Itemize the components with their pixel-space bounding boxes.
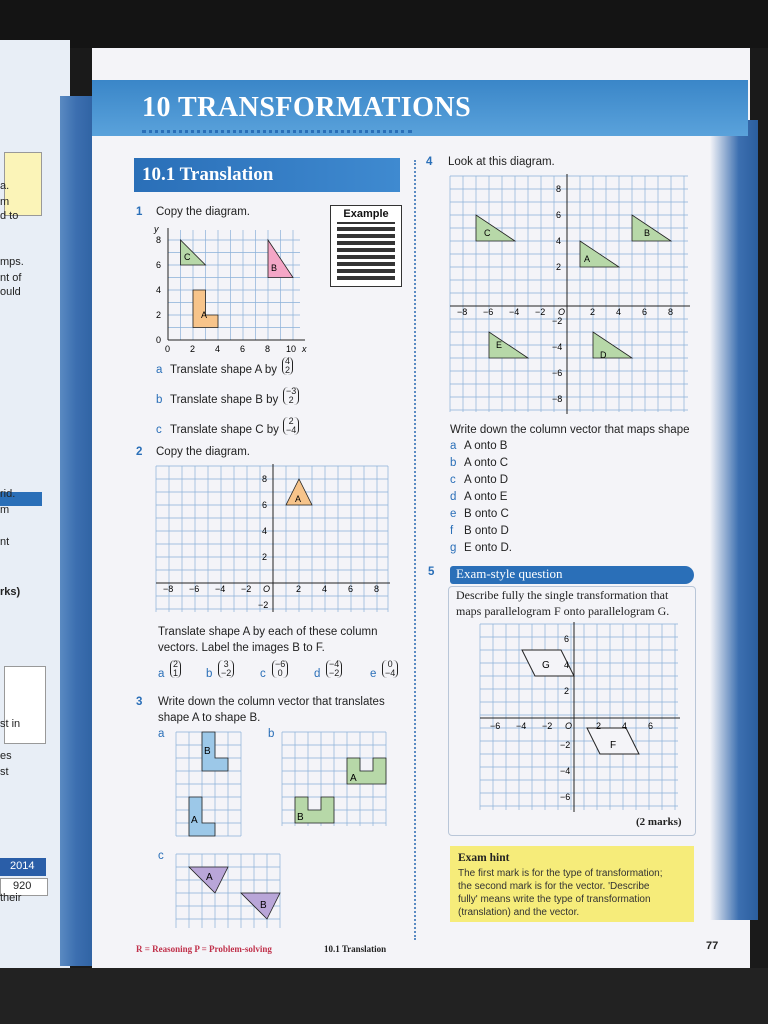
y-tick: 8 [156,235,162,245]
part-letter: b [156,394,163,406]
y-tick: 4 [156,285,162,295]
x-tick: −4 [215,584,226,594]
shape-label: A [584,254,591,264]
column-vector [283,387,299,405]
shape-label: D [600,350,607,360]
shape-label: C [484,228,491,238]
q2-instruction-1: Translate shape A by each of these column [158,626,378,638]
x-tick: −8 [457,307,468,317]
item-letter: g [450,542,457,554]
shape-label: A [206,872,213,883]
shape-a [193,290,218,328]
item-letter: e [450,508,457,520]
vec-top: 3 [223,659,229,669]
question-number: 3 [136,696,143,708]
question-number: 4 [426,156,433,168]
q3b-grid [280,730,392,830]
vector-letter: c [260,668,266,680]
x-tick: −6 [483,307,494,317]
marks-label: (2 marks) [636,816,682,828]
y-tick: 2 [262,552,268,562]
shape-label: A [201,310,208,320]
shape-label: G [542,660,550,671]
y-tick: −2 [258,600,269,610]
q2-vectors [158,660,408,688]
left-fragment: mps. [0,256,24,268]
left-fragment: m [0,504,10,516]
q1-text: Copy the diagram. [156,206,250,218]
column-vector [326,660,342,678]
x-tick: 2 [296,584,302,594]
y-tick: −8 [552,394,563,404]
hint-line: fully' means write the type of transformation [458,894,651,905]
x-tick: 8 [374,584,380,594]
title-dotted-rule [142,130,412,133]
x-tick: −4 [509,307,520,317]
x-tick: −8 [163,584,174,594]
y-tick: −6 [552,368,563,378]
column-vector [170,660,181,678]
y-tick: 6 [262,500,268,510]
x-axis-label: x [302,344,307,354]
background-bottom [0,968,768,1024]
vec-top: 2 [173,659,179,669]
vector-letter: d [314,668,321,680]
left-fragment: nt [0,536,10,548]
q3-text-2: shape A to shape B. [158,712,261,724]
section-title: 10.1 Translation [142,164,274,185]
part-letter: a [156,364,163,376]
left-fragment: nt of [0,272,22,284]
vec-top: −3 [286,386,297,396]
exam-question-title: Exam-style question [456,566,563,581]
q2-instruction-2: vectors. Label the images B to F. [158,642,325,654]
vec-top: 0 [387,659,393,669]
vec-bottom: 2 [285,365,291,375]
left-diagram-fragment [4,666,46,744]
left-fragment: st [0,766,9,778]
item-letter: d [450,491,457,503]
part-text: Translate shape C by [170,424,279,436]
left-fragment: st in [0,718,21,730]
left-fragment: 2014 [10,860,35,872]
hint-line: the second mark is for the vector. 'Describe [458,881,650,892]
y-tick: 4 [564,660,570,670]
left-yellow-box [4,152,42,216]
part-letter: c [158,850,164,862]
q2-grid [152,462,392,622]
y-tick: 4 [262,526,268,536]
question-number: 2 [136,446,143,458]
y-tick: 6 [556,210,562,220]
vec-bottom: 1 [173,668,179,678]
left-fragment: d to [0,210,19,222]
vec-top: 4 [285,356,291,366]
origin-label: O [558,307,566,317]
y-tick: 4 [556,236,562,246]
left-fragment: 920 [13,880,32,892]
q1-grid [150,222,310,357]
vec-top: 2 [288,416,294,426]
qr-label: Example [343,208,389,220]
background-top [0,0,768,48]
x-tick: −6 [490,721,501,731]
x-tick: 6 [240,344,246,354]
q2-text: Copy the diagram. [156,446,250,458]
shape-label: B [204,746,211,757]
shape-label: E [496,340,503,350]
left-fragment: rks) [0,586,21,598]
x-tick: 6 [648,721,654,731]
x-tick: −2 [535,307,546,317]
q3-text-1: Write down the column vector that translates [158,696,385,708]
left-fragment: ould [0,286,21,298]
shape-label: A [191,815,198,826]
x-tick: 4 [616,307,622,317]
x-tick: 4 [215,344,221,354]
x-tick: 6 [642,307,648,317]
q4-grid [444,172,694,417]
left-fragment: rid. [0,488,16,500]
origin-label: O [565,721,573,731]
x-tick: −6 [189,584,200,594]
x-tick: 2 [596,721,602,731]
column-vector [282,357,293,375]
q4-text: Look at this diagram. [448,156,555,168]
vec-bottom: 0 [277,668,283,678]
x-tick: 2 [590,307,596,317]
vec-top: −6 [275,659,286,669]
left-fragment: their [0,892,22,904]
grid-lines [168,230,300,340]
q5-grid [478,622,688,814]
x-tick: 2 [190,344,196,354]
y-tick: 2 [156,310,162,320]
column-divider [414,160,416,940]
column-vector [272,660,288,678]
y-tick: 6 [156,260,162,270]
part-letter: c [156,424,162,436]
footer-legend: R = Reasoning P = Problem-solving [136,944,272,954]
question-number: 5 [428,566,435,578]
right-page-edge [710,120,758,920]
x-tick: 10 [286,344,297,354]
item-text: A onto D [464,474,509,486]
item-text: A onto E [464,491,508,503]
shape-label: F [610,740,617,751]
item-text: B onto D [464,525,509,537]
part-letter: b [268,728,275,740]
y-tick: −6 [560,792,571,802]
y-tick: 6 [564,634,570,644]
x-tick: −2 [542,721,553,731]
vec-bottom: −2 [329,668,340,678]
item-text: A onto B [464,440,508,452]
origin-label: O [263,584,271,594]
x-tick: 4 [622,721,628,731]
footer-section: 10.1 Translation [324,944,387,954]
part-text: Translate shape B by [170,394,279,406]
item-text: A onto C [464,457,509,469]
x-tick: 8 [265,344,271,354]
q3a-grid [174,730,244,840]
shape-label: A [295,494,302,504]
y-tick: 0 [156,335,162,345]
y-tick: −4 [552,342,563,352]
column-vector [283,417,299,435]
shape-label: C [184,252,191,262]
item-letter: f [450,525,454,537]
q4-instruction: Write down the column vector that maps shape [450,424,690,436]
y-tick: 8 [556,184,562,194]
vec-bottom: −2 [221,668,232,678]
y-axis-label: y [154,224,159,234]
hint-line: The first mark is for the type of transformation; [458,868,663,879]
chapter-title: 10 TRANSFORMATIONS [142,92,472,123]
x-tick: 0 [165,344,171,354]
q5-text-1: Describe fully the single transformation that [456,588,669,602]
shape-label: B [260,900,267,911]
page-number: 77 [706,940,719,952]
x-tick: 8 [668,307,674,317]
y-tick: 8 [262,474,268,484]
item-text: B onto C [464,508,509,520]
vec-bottom: −4 [286,425,297,435]
shape-label: B [644,228,651,238]
hint-line: (translation) and the vector. [458,907,580,918]
shape-label: B [297,812,304,823]
vec-top: −4 [329,659,340,669]
x-tick: −4 [516,721,527,731]
x-tick: 6 [348,584,354,594]
q5-text-2: maps parallelogram F onto parallelogram G. [456,604,670,618]
shape-label: A [350,773,357,784]
y-tick: −2 [552,316,563,326]
qr-code-icon[interactable] [337,222,395,280]
x-tick: 4 [322,584,328,594]
y-tick: −4 [560,766,571,776]
left-date-badge [0,858,46,876]
column-vector [218,660,234,678]
exam-hint-title: Exam hint [458,852,510,864]
y-tick: 2 [564,686,570,696]
question-number: 1 [136,206,143,218]
vector-letter: a [158,668,165,680]
column-vector [382,660,398,678]
item-letter: c [450,474,456,486]
vec-bottom: −4 [385,668,396,678]
vector-letter: e [370,668,377,680]
item-letter: a [450,440,457,452]
y-tick: −2 [560,740,571,750]
part-letter: a [158,728,165,740]
part-text: Translate shape A by [170,364,277,376]
left-fragment: m [0,196,10,208]
left-fragment: a. [0,180,10,192]
shape-label: B [271,263,278,273]
vec-bottom: 2 [288,395,294,405]
left-fragment: es [0,750,12,762]
item-text: E onto D. [464,542,512,554]
q3c-grid [174,852,284,932]
x-tick: −2 [241,584,252,594]
vector-letter: b [206,668,213,680]
item-letter: b [450,457,457,469]
y-tick: 2 [556,262,562,272]
qr-code-box[interactable] [330,205,402,287]
